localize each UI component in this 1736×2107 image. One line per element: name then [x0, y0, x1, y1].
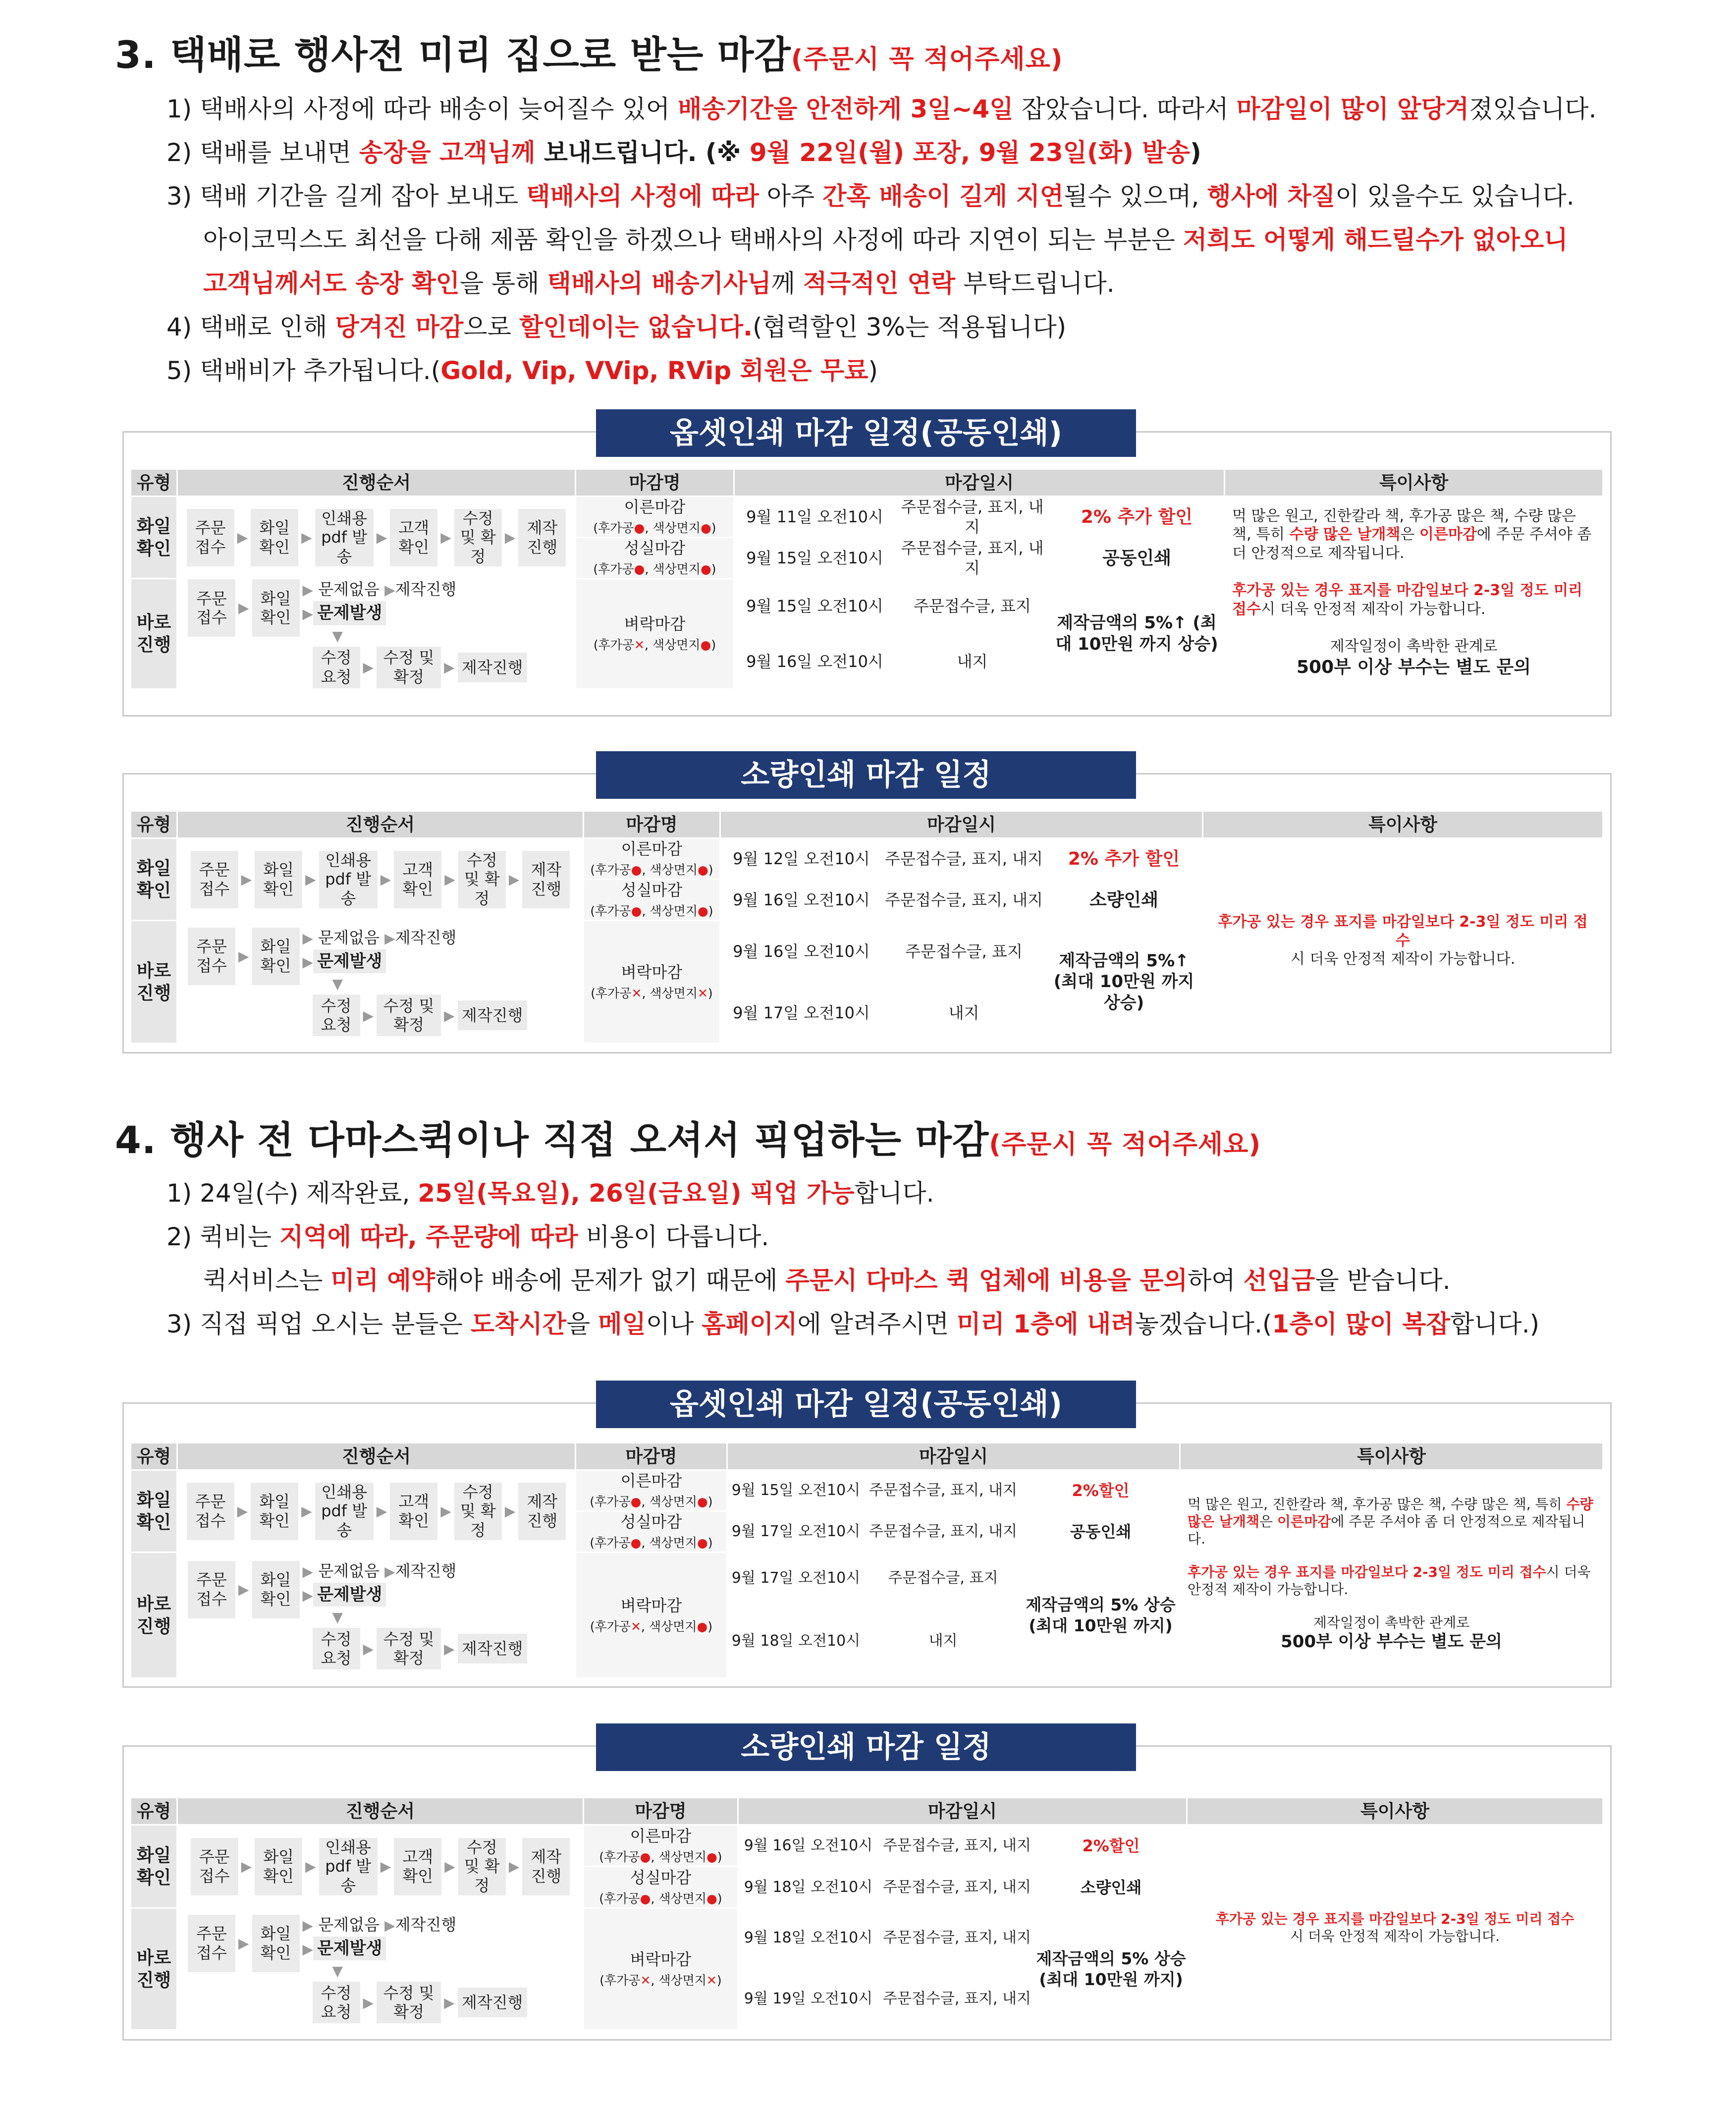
date-normal: 9월 18일 오전10시 — [738, 1867, 879, 1908]
s3-item-4: 4) 택배로 인해 당겨진 마감으로 할인데이는 없습니다.(협력할인 3%는 적용됩니다) — [166, 313, 1067, 341]
proceed-label: 제작진행 — [395, 1915, 457, 1934]
arrow-right-icon: ▶ — [380, 871, 391, 887]
proceed-label: 제작진행 — [395, 928, 457, 947]
step-order: 주문 접수 — [191, 851, 238, 908]
arrow-down-icon: ▼ — [332, 627, 343, 644]
name-normal: 성실마감 (후가공●, 색상면지●) — [584, 880, 720, 921]
process-file-check: 주문 접수 ▶ 화일 확인 ▶ 인쇄용 pdf 발송 ▶ 고객 확인 ▶ 수정 및 확정 ▶ 제작 진행 — [177, 1825, 584, 1908]
step-make2: 제작진행 — [458, 1000, 527, 1030]
date-last-cover: 9월 17일 오전10시 — [727, 1553, 865, 1604]
h-proc: 진행순서 — [177, 1443, 576, 1470]
name-last: 벼락마감 (후가공✕, 색상면지●) — [576, 579, 734, 689]
arrow-right-icon: ▶ — [301, 529, 312, 546]
date-last-inner: 9월 17일 오전10시 — [720, 982, 883, 1044]
discount-early: 2% 추가 할인 — [1045, 838, 1203, 880]
discount-early: 2%할인 — [1035, 1825, 1187, 1867]
arrow-right-icon: ▶ — [237, 529, 248, 546]
type-normal: 공동인쇄 — [1022, 1511, 1180, 1553]
process-direct: 주문 접수 ▶ 화일 확인 ▶ 문제없음 ▶제작진행 ▶ 문제발생 ▼ 수정 요청 ▶ 수정 및 확정 ▶ 제작진행 — [177, 1908, 584, 2030]
type-direct: 바로 진행 — [131, 1908, 177, 2030]
content-last-inner: 주문접수글, 표지, 내지 — [879, 1968, 1035, 2030]
date-last-inner: 9월 18일 오전10시 — [727, 1604, 865, 1678]
step-fix2: 수정 및 확정 — [377, 995, 441, 1036]
step-order: 주문 접수 — [188, 1915, 235, 1972]
arrow-down-icon: ▼ — [332, 1609, 343, 1626]
step-file: 화일 확인 — [255, 851, 302, 908]
step-file: 화일 확인 — [255, 1838, 302, 1895]
step-fix2: 수정 및 확정 — [377, 1982, 441, 2023]
discount-early: 2% 추가 할인 — [1049, 497, 1225, 538]
step-make: 제작 진행 — [518, 509, 566, 566]
h-note: 특이사항 — [1187, 1798, 1603, 1825]
h-date: 마감일시 — [727, 1443, 1180, 1470]
step-file: 화일 확인 — [251, 1483, 298, 1540]
content-last-inner: 내지 — [883, 982, 1045, 1044]
process-direct: 주문 접수 ▶ 화일 확인 ▶ 문제없음 ▶제작진행 ▶ 문제발생 ▼ 수정 요청 ▶ 수정 및 확정 ▶ 제작진행 — [177, 579, 576, 689]
content-normal: 주문접수글, 표지, 내지 — [879, 1867, 1035, 1908]
step-request: 수정 요청 — [313, 647, 360, 688]
type-file-check: 화일 확인 — [131, 1825, 177, 1908]
name-early: 이른마감 (후가공●, 색상면지●) — [584, 1825, 738, 1867]
name-last: 벼락마감 (후가공✕, 색상면지✕) — [584, 1908, 738, 2030]
step-make2: 제작진행 — [458, 653, 527, 682]
step-make2: 제작진행 — [458, 1988, 527, 2017]
h-proc: 진행순서 — [177, 469, 576, 497]
step-customer: 고객 확인 — [394, 1838, 441, 1895]
name-last: 벼락마감 (후가공✕, 색상면지●) — [576, 1553, 727, 1678]
surcharge-last: 제작금액의 5%↑ (최대 10만원 까지 상승) — [1045, 921, 1203, 1044]
arrow-down-icon: ▼ — [332, 1963, 343, 1980]
small-schedule-table-2 — [130, 1797, 1604, 2031]
no-problem-label: 문제없음 — [318, 580, 380, 599]
type-normal: 소량인쇄 — [1035, 1867, 1187, 1908]
type-normal: 소량인쇄 — [1045, 880, 1203, 921]
table3-banner: 옵셋인쇄 마감 일정(공동인쇄) — [596, 1381, 1136, 1428]
arrow-right-icon: ▶ — [238, 600, 249, 616]
s3-item-5: 5) 택배비가 추가됩니다.(Gold, Vip, VVip, RVip 회원은 무료) — [166, 356, 878, 385]
date-early: 9월 15일 오전10시 — [727, 1470, 865, 1511]
s4-item-1: 1) 24일(수) 제작완료, 25일(목요일), 26일(금요일) 픽업 가능합니다. — [166, 1179, 934, 1208]
type-file-check: 화일 확인 — [131, 497, 177, 579]
step-order: 주문 접수 — [188, 928, 235, 985]
s3-item-3-cont2: 고객님께서도 송장 확인을 통해 택배사의 배송기사님께 적극적인 연락 부탁드립니다. — [203, 269, 1115, 298]
surcharge-last: 제작금액의 5% 상승 (최대 10만원 까지) — [1022, 1553, 1180, 1678]
h-note: 특이사항 — [1180, 1443, 1603, 1470]
step-pdf: 인쇄용 pdf 발송 — [315, 1483, 374, 1540]
process-file-check: 주문 접수 ▶ 화일 확인 ▶ 인쇄용 pdf 발송 ▶ 고객 확인 ▶ 수정 및 확정 ▶ 제작 진행 — [177, 1470, 576, 1553]
h-name: 마감명 — [584, 811, 720, 838]
process-file-check — [177, 497, 576, 579]
h-note: 특이사항 — [1203, 811, 1603, 838]
h-type: 유형 — [131, 469, 177, 497]
name-normal: 성실마감 (후가공●, 색상면지●) — [576, 1511, 727, 1553]
step-customer: 고객 확인 — [394, 851, 441, 908]
step-order: 주문 접수 — [188, 1561, 235, 1618]
date-last-cover: 9월 15일 오전10시 — [734, 579, 896, 634]
content-early: 주문접수글, 표지, 내지 — [879, 1825, 1035, 1867]
s4-item-3: 3) 직접 픽업 오시는 분들은 도착시간을 메일이나 홈페이지에 알려주시면 미리 1층에 내려놓겠습니다.(1층이 많이 복잡합니다.) — [166, 1310, 1540, 1338]
step-customer: 고객 확인 — [390, 1483, 437, 1540]
h-proc: 진행순서 — [177, 811, 584, 838]
h-type: 유형 — [131, 1443, 177, 1470]
notes-table2: 후가공 있는 경우 표지를 마감일보다 2-3일 정도 미리 접수 시 더욱 안정적 제작이 가능합니다. — [1203, 838, 1603, 1044]
step-pdf: 인쇄용 pdf 발송 — [315, 509, 374, 566]
h-date: 마감일시 — [720, 811, 1203, 838]
h-name: 마감명 — [584, 1798, 738, 1825]
s4-item-2: 2) 퀵비는 지역에 따라, 주문량에 따라 비용이 다릅니다. — [166, 1222, 769, 1251]
no-problem-label: 문제없음 — [318, 1915, 380, 1934]
date-last-cover: 9월 18일 오전10시 — [738, 1908, 879, 1968]
type-direct: 바로 진행 — [131, 921, 177, 1044]
content-last-cover: 주문접수글, 표지 — [883, 921, 1045, 982]
arrow-right-icon: ▶ — [508, 871, 520, 887]
arrow-down-icon: ▼ — [332, 976, 343, 993]
s4-item-2-cont: 퀵서비스는 미리 예약해야 배송에 문제가 없기 때문에 주문시 다마스 퀵 업체에 비용을 문의하여 선입금을 받습니다. — [203, 1266, 1451, 1295]
arrow-right-icon: ▶ — [376, 529, 387, 546]
date-normal: 9월 15일 오전10시 — [734, 538, 896, 579]
s3-item-3: 3) 택배 기간을 길게 잡아 보내도 택배사의 사정에 따라 아주 간혹 배송이 길게 지연될수 있으며, 행사에 차질이 있을수도 있습니다. — [166, 182, 1574, 211]
name-early: 이른마감 (후가공●, 색상면지●) — [576, 1470, 727, 1511]
content-last-cover: 주문접수글, 표지 — [865, 1553, 1022, 1604]
content-normal: 주문접수글, 표지, 내지 — [896, 538, 1049, 579]
table4-banner: 소량인쇄 마감 일정 — [596, 1723, 1136, 1771]
name-early: 이른마감 (후가공●, 색상면지●) — [576, 497, 734, 538]
name-last: 벼락마감 (후가공✕, 색상면지✕) — [584, 921, 720, 1044]
h-type: 유형 — [131, 1798, 177, 1825]
step-pdf: 인쇄용 pdf 발송 — [319, 1838, 378, 1895]
arrow-right-icon: ▶ — [305, 871, 316, 887]
arrow-right-icon: ▶ — [241, 871, 252, 887]
step-order: 주문 접수 — [191, 1838, 238, 1895]
step-file: 화일 확인 — [252, 928, 300, 985]
type-direct: 바로 진행 — [131, 1553, 177, 1678]
content-last-inner: 내지 — [865, 1604, 1022, 1678]
step-file: 화일 확인 — [251, 509, 298, 566]
section3-title: 3. 택배로 행사전 미리 집으로 받는 마감(주문시 꼭 적어주세요) — [115, 33, 1063, 77]
step-make: 제작 진행 — [518, 1483, 566, 1540]
arrow-right-icon: ▶ — [504, 529, 516, 546]
h-note: 특이사항 — [1225, 469, 1603, 497]
step-file: 화일 확인 — [252, 579, 300, 637]
content-early: 주문접수글, 표지, 내지 — [883, 838, 1045, 880]
h-type: 유형 — [131, 811, 177, 838]
step-request: 수정 요청 — [313, 1628, 360, 1669]
date-last-inner: 9월 19일 오전10시 — [738, 1968, 879, 2030]
surcharge-last: 제작금액의 5% 상승 (최대 10만원 까지) — [1035, 1908, 1187, 2030]
no-problem-label: 문제없음 — [318, 928, 380, 947]
step-fix: 수정 및 확정 — [454, 509, 502, 566]
h-proc: 진행순서 — [177, 1798, 584, 1825]
date-last-inner: 9월 16일 오전10시 — [734, 634, 896, 689]
table2-banner: 소량인쇄 마감 일정 — [596, 751, 1136, 799]
s3-item-2: 2) 택배를 보내면 송장을 고객님께 보내드립니다. (※ 9월 22일(월) 포장, 9월 23일(화) 발송) — [166, 138, 1201, 167]
notes-table1: 먹 많은 원고, 진한칼라 책, 후가공 많은 책, 수량 많은 책, 특히 수량 많은 날개책은 이른마감에 주문 주셔야 좀 더 안정적으로 제작됩니다. 후가공 있는 경우 표지를 마감일보다 2-3일 정도 미리 접수시 더욱 안정적 제작이 가능합니다. 제작일정이 촉박한 관계로 500부 이상 부수는 별도 문의 — [1225, 497, 1603, 689]
date-early: 9월 12일 오전10시 — [720, 838, 883, 880]
problem-label: 문제발생 — [313, 949, 386, 974]
step-fix: 수정 및 확정 — [458, 851, 506, 908]
content-last-inner: 내지 — [896, 634, 1049, 689]
step-fix2: 수정 및 확정 — [377, 647, 441, 688]
s3-item-1: 1) 택배사의 사정에 따라 배송이 늦어질수 있어 배송기간을 안전하게 3일~4일 잡았습니다. 따라서 마감일이 많이 앞당겨졌있습니다. — [166, 95, 1597, 123]
step-order: 주문 접수 — [187, 1483, 234, 1540]
date-early: 9월 16일 오전10시 — [738, 1825, 879, 1867]
step-fix2: 수정 및 확정 — [377, 1628, 441, 1669]
h-name: 마감명 — [576, 469, 734, 497]
step-file: 화일 확인 — [252, 1561, 300, 1618]
proceed-label: 제작진행 — [395, 1561, 457, 1580]
step-make2: 제작진행 — [458, 1634, 527, 1663]
step-request: 수정 요청 — [313, 1982, 360, 2023]
arrow-right-icon: ▶ — [444, 871, 455, 887]
discount-early: 2%할인 — [1022, 1470, 1180, 1511]
date-normal: 9월 16일 오전10시 — [720, 880, 883, 921]
name-normal: 성실마감 (후가공●, 색상면지●) — [576, 538, 734, 579]
date-last-cover: 9월 16일 오전10시 — [720, 921, 883, 982]
step-fix: 수정 및 확정 — [454, 1483, 502, 1540]
no-problem-label: 문제없음 — [318, 1561, 380, 1580]
step-make: 제작 진행 — [522, 851, 570, 908]
content-early: 주문접수글, 표지, 내지 — [865, 1470, 1022, 1511]
small-schedule-table-1 — [130, 810, 1604, 1044]
content-last-cover: 주문접수글, 표지, 내지 — [879, 1908, 1035, 1968]
step-file: 화일 확인 — [252, 1915, 300, 1972]
name-normal: 성실마감 (후가공●, 색상면지●) — [584, 1867, 738, 1908]
type-direct: 바로 진행 — [131, 579, 177, 689]
offset-schedule-table-1 — [130, 468, 1604, 690]
process-file-check — [177, 838, 584, 921]
surcharge-last: 제작금액의 5%↑ (최대 10만원 까지 상승) — [1049, 579, 1225, 689]
name-early: 이른마감 (후가공●, 색상면지●) — [584, 838, 720, 880]
content-normal: 주문접수글, 표지, 내지 — [865, 1511, 1022, 1553]
h-date: 마감일시 — [734, 469, 1225, 497]
step-pdf: 인쇄용 pdf 발송 — [319, 851, 378, 908]
type-normal: 공동인쇄 — [1049, 538, 1225, 579]
step-order: 주문 접수 — [188, 579, 235, 637]
content-last-cover: 주문접수글, 표지 — [896, 579, 1049, 634]
problem-label: 문제발생 — [313, 1937, 386, 1961]
type-file-check: 화일 확인 — [131, 838, 177, 921]
problem-label: 문제발생 — [313, 1583, 386, 1607]
process-direct: 주문 접수 ▶ 화일 확인 ▶ 문제없음 ▶제작진행 ▶ 문제발생 ▼ 수정 요청 ▶ 수정 및 확정 ▶ 제작진행 — [177, 1553, 576, 1678]
h-date: 마감일시 — [738, 1798, 1187, 1825]
content-early: 주문접수글, 표지, 내지 — [896, 497, 1049, 538]
problem-label: 문제발생 — [313, 601, 386, 625]
arrow-right-icon: ▶ — [440, 529, 451, 546]
step-make: 제작 진행 — [522, 1838, 570, 1895]
date-early: 9월 11일 오전10시 — [734, 497, 896, 538]
step-order: 주문 접수 — [187, 509, 234, 566]
s3-item-3-cont1: 아이코믹스도 최선을 다해 제품 확인을 하겠으나 택배사의 사정에 따라 지연이 되는 부분은 저희도 어떻게 해드릴수가 없아오니 — [203, 225, 1568, 254]
process-direct: 주문 접수 ▶ 화일 확인 ▶ 문제없음 ▶제작진행 ▶ 문제발생 ▼ 수정 요청 ▶ 수정 및 확정 ▶ 제작진행 — [177, 921, 584, 1044]
h-name: 마감명 — [576, 1443, 727, 1470]
section4-title: 4. 행사 전 다마스퀵이나 직접 오셔서 픽업하는 마감(주문시 꼭 적어주세요) — [115, 1118, 1261, 1162]
table1-banner: 옵셋인쇄 마감 일정(공동인쇄) — [596, 409, 1136, 457]
notes-table3: 먹 많은 원고, 진한칼라 책, 후가공 많은 책, 수량 많은 책, 특히 수량 많은 날개책은 이른마감에 주문 주셔야 좀 더 안정적으로 제작됩니다. 후가공 있는 경우 표지를 마감일보다 2-3일 정도 미리 접수시 더욱 안정적 제작이 가능합니다. 제작일정이 촉박한 관계로 500부 이상 부수는 별도 문의 — [1180, 1470, 1603, 1678]
offset-schedule-table-2 — [130, 1442, 1604, 1679]
proceed-label: 제작진행 — [395, 580, 457, 599]
type-file-check: 화일 확인 — [131, 1470, 177, 1553]
step-customer: 고객 확인 — [390, 509, 437, 566]
content-normal: 주문접수글, 표지, 내지 — [883, 880, 1045, 921]
step-request: 수정 요청 — [313, 995, 360, 1036]
step-fix: 수정 및 확정 — [458, 1838, 506, 1895]
notes-table4: 후가공 있는 경우 표지를 마감일보다 2-3일 정도 미리 접수 시 더욱 안정적 제작이 가능합니다. — [1187, 1825, 1603, 2030]
date-normal: 9월 17일 오전10시 — [727, 1511, 865, 1553]
